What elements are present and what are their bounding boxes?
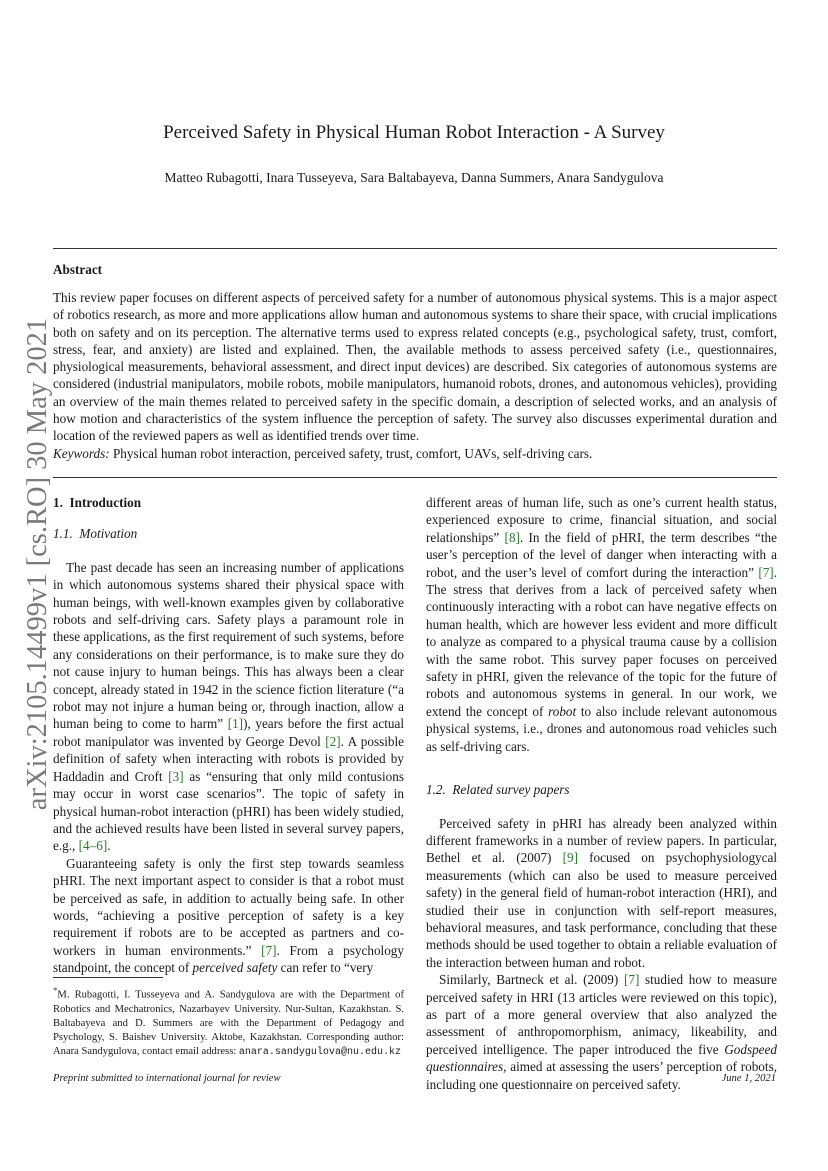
email-address: anara.sandygulova@nu.edu.kz <box>238 1047 401 1059</box>
paragraph: Similarly, Bartneck et al. (2009) [7] studied how to measure perceived safety in HRI (13 articles were reviewed on this topic), as part of a more general overview that also analyzed the assessment of anthropomorphism, animacy, likeability, and perceived intelligence. The paper introduced the five Godspeed questionnaires, aimed at assessing the users’ perception of robots, including one questionnaire on perceived safety. <box>426 972 778 1092</box>
keywords-text: Physical human robot interaction, perceived safety, trust, comfort, UAVs, self-driving cars. <box>112 446 593 461</box>
citation-link[interactable]: [9] <box>562 850 578 866</box>
keywords <box>53 446 777 462</box>
citation-link[interactable]: [4–6] <box>78 838 108 854</box>
paragraph: Perceived safety in pHRI has already been analyzed within different frameworks in a number of review papers. In particular, Bethel et al. (2007) [9] focused on psychophysiologycal measurements (which can also be used to measure perceived safety) in the general field of human-robot interaction (HRI), and studied their use in conjunction with self-report measures, behavioral measures, and task performance, concluding that these methods should be used together to obtain a reliable evaluation of the interaction between human and robot. <box>426 815 778 970</box>
section-number: 1. <box>53 495 63 510</box>
subsection-number: 1.1. <box>53 526 73 542</box>
footnote-mark: * <box>53 985 58 995</box>
abstract-heading: Abstract <box>53 262 103 277</box>
left-column <box>53 494 404 977</box>
subsection-title: Related survey papers <box>452 782 570 798</box>
abstract-body: This review paper focuses on different aspects of perceived safety for a number of autonomous physical systems. This is a major aspect of robotics research, as more and more applications allow human and autonomous systems to share their space, with crucial implications both on safety and on its perception. The alternative terms used to express related concepts (e.g., psychological safety, trust, comfort, stress, fear, and anxiety) are listed and explained. Then, the available methods to assess perceived safety (i.e., questionnaires, physiological measurements, behavioral assessment, and direct input devices) are described. Six categories of autonomous systems are considered (industrial manipulators, mobile robots, mobile manipulators, humanoid robots, drones, and autonomous vehicles), providing an overview of the main themes related to perceived safety in the specific domain, a description of selected works, and an analysis of how motion and characteristics of the system influence the perception of safety. The survey also discusses experimental duration and location of the reviewed papers as well as identified trends over time. <box>53 290 777 444</box>
citation-link[interactable]: [2] <box>325 733 341 749</box>
subsection-number: 1.2. <box>426 782 446 798</box>
paragraph: different areas of human life, such as one’s current health status, experienced exposure to crime, financial situation, and social relationships” [8]. In the field of pHRI, the term describes “the user’s perception of the level of danger when interacting with a robot, and the user’s level of comfort during the interaction” [7]. The stress that derives from a lack of perceived safety when continuously interacting with a robot can have negative effects on human health, which are however less evident and more difficult to analyze as compared to a physical trauma cause by a collision with the same robot. This survey paper focuses on perceived safety in pHRI, given the relevance of the topic for the future of robots and autonomous systems in general. In our work, we extend the concept of robot to also include relevant autonomous physical systems, i.e., drones and autonomous road vehicles such as self-driving cars. <box>426 495 777 754</box>
author-list: Matteo Rubagotti, Inara Tusseyeva, Sara Baltabayeva, Danna Summers, Anara Sandygulova <box>164 170 664 185</box>
paragraph: The past decade has seen an increasing number of applications in which autonomous systems shared their physical space with human beings, with well-known examples given by collaborative robots and self-driving cars. Safety plays a paramount role in these applications, as the first requirement of such systems, before any considerations on their performance, is to make sure they do not cause injury to human beings. This has always been a clear concept, already stated in 1942 in the science fiction literature (“a robot may not injure a human being or, through inaction, allow a human being to come to harm” [1]), years before the first actual robot manipulator was invented by George Devol [2]. A possible definition of safety when interacting with robots is provided by Haddadin and Croft [3] as “ensuring that only mild contusions may occur in worst case scenarios”. The topic of safety in physical human-robot interaction (pHRI) has been widely studied, and the achieved results have been listed in several survey papers, e.g., [4–6]. <box>53 559 405 854</box>
paper-title: Perceived Safety in Physical Human Robot Interaction - A Survey <box>163 122 665 143</box>
keywords-label: Keywords: <box>53 446 110 461</box>
footer-date: June 1, 2021 <box>721 1073 776 1084</box>
citation-link[interactable]: [7] <box>261 942 277 958</box>
paragraph: Guaranteeing safety is only the first step towards seamless pHRI. The next important aspect to consider is that a robot must be perceived as safe, in addition to actually being safe. In other words, “achieving a positive perception of safety is a key requirement if robots are to be accepted as partners and co-workers in human environments.” [7]. From a psychology standpoint, the concept of perceived safety can refer to “very <box>53 855 404 976</box>
footnote: *M. Rubagotti, I. Tusseyeva and A. Sandygulova are with the Department of Robotics and Mechatronics, Nazarbayev University. Nur-Sultan, Kazakhstan. S. Baltabayeva and D. Summers are with the Department of Pedagogy and Psychology, S. Baishev University. Aktobe, Kazakhstan. Corresponding author: Anara Sandygulova, contact email address: anara.sandygulova@nu.edu.kz <box>53 985 404 1059</box>
top-rule <box>53 248 777 249</box>
subsection-heading-motivation <box>53 525 404 542</box>
citation-link[interactable]: [7] <box>623 972 640 988</box>
section-heading-introduction <box>53 494 404 511</box>
section-title: Introduction <box>69 495 142 510</box>
citation-link[interactable]: [3] <box>168 768 184 784</box>
citation-link[interactable]: [1] <box>227 716 244 732</box>
citation-link[interactable]: [7] <box>758 564 774 580</box>
subsection-title: Motivation <box>79 526 138 542</box>
arxiv-stamp: arXiv:2105.14499v1 [cs.RO] 30 May 2021 <box>22 317 53 811</box>
citation-link[interactable]: [8] <box>504 529 520 545</box>
right-column <box>426 494 777 1093</box>
subsection-heading-related <box>426 781 777 798</box>
footer-preprint-note: Preprint submitted to international journal for review <box>53 1073 281 1084</box>
abstract-bottom-rule <box>53 477 777 478</box>
footnote-rule <box>53 977 163 978</box>
